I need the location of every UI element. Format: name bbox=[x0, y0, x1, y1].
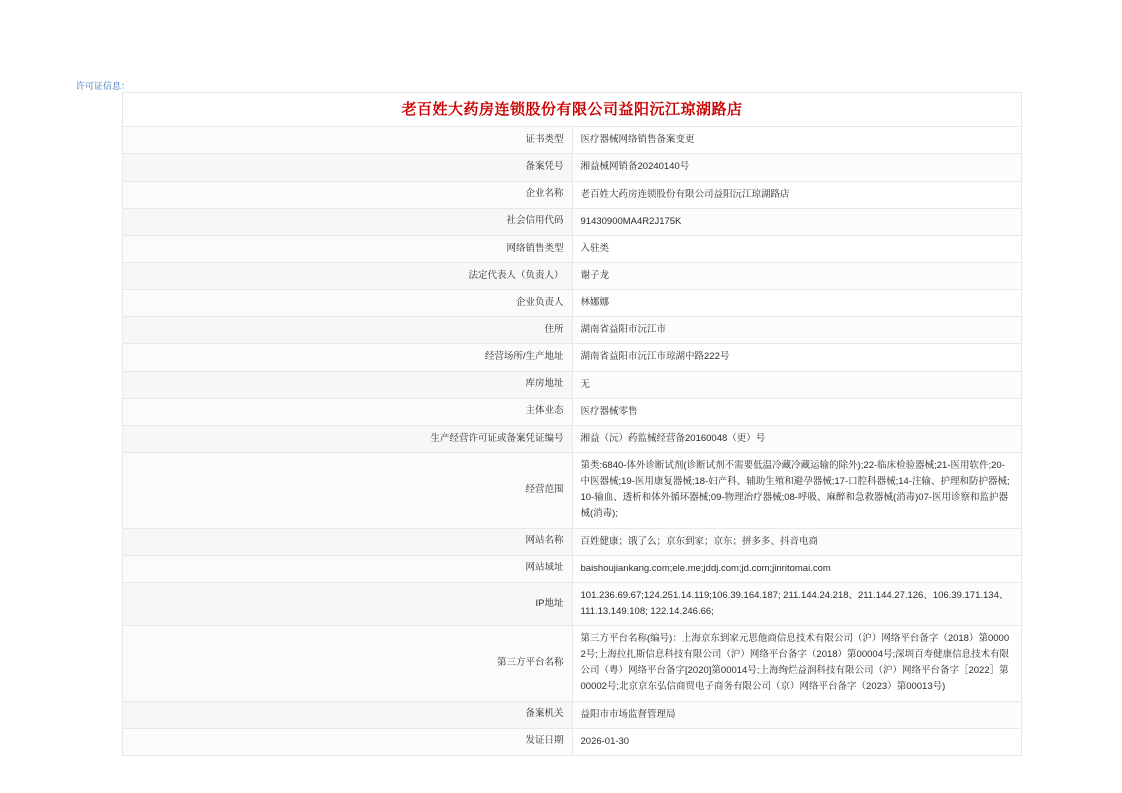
table-row bbox=[123, 555, 1022, 582]
table-row bbox=[123, 235, 1022, 262]
table-row bbox=[123, 452, 1022, 528]
row-label: 网站域址 bbox=[123, 555, 573, 582]
row-label: 社会信用代码 bbox=[123, 208, 573, 235]
table-row bbox=[123, 528, 1022, 555]
table-row bbox=[123, 371, 1022, 398]
row-value: 林娜娜 bbox=[572, 290, 1022, 317]
table-row bbox=[123, 127, 1022, 154]
certificate-container bbox=[122, 92, 1022, 756]
certificate-title-cell bbox=[123, 93, 1022, 127]
row-label: 发证日期 bbox=[123, 728, 573, 755]
row-label: IP地址 bbox=[123, 582, 573, 625]
row-label: 法定代表人（负责人） bbox=[123, 262, 573, 289]
row-value: 老百姓大药房连锁股份有限公司益阳沅江琼湖路店 bbox=[572, 181, 1022, 208]
row-value: baishoujiankang.com;ele.me;jddj.com;jd.com;jinritomai.com bbox=[572, 555, 1022, 582]
row-value: 第类:6840-体外诊断试剂(诊断试剂不需要低温冷藏冷藏运输的除外);22-临床检验器械;21-医用软件;20-中医器械;19-医用康复器械;18-妇产科、辅助生殖和避孕器械;17-口腔科器械;14-注输、护理和防护器械;10-输血、透析和体外循环器械;09-物理治疗器械;08-呼吸、麻醉和急救器械(消毒)07-医用诊察和监护器械(消毒); bbox=[572, 452, 1022, 528]
row-value: 益阳市市场监督管理局 bbox=[572, 701, 1022, 728]
table-row bbox=[123, 425, 1022, 452]
row-value: 医疗器械零售 bbox=[572, 398, 1022, 425]
row-value: 医疗器械网络销售备案变更 bbox=[572, 127, 1022, 154]
row-label: 第三方平台名称 bbox=[123, 626, 573, 702]
row-value: 2026-01-30 bbox=[572, 728, 1022, 755]
row-value: 入驻类 bbox=[572, 235, 1022, 262]
row-label: 企业名称 bbox=[123, 181, 573, 208]
row-value: 湘益（沅）药监械经营备20160048（更）号 bbox=[572, 425, 1022, 452]
row-value: 101.236.69.67;124.251.14.119;106.39.164.187; 211.144.24.218、211.144.27.126、106.39.171.134、111.13.149.108; 122.14.246.66; bbox=[572, 582, 1022, 625]
row-value: 湘益械网销备20240140号 bbox=[572, 154, 1022, 181]
table-row bbox=[123, 154, 1022, 181]
row-label: 生产经营许可证或备案凭证编号 bbox=[123, 425, 573, 452]
row-value: 91430900MA4R2J175K bbox=[572, 208, 1022, 235]
table-row bbox=[123, 290, 1022, 317]
row-value: 湖南省益阳市沅江市琼湖中路222号 bbox=[572, 344, 1022, 371]
table-row bbox=[123, 701, 1022, 728]
row-label: 经营场所/生产地址 bbox=[123, 344, 573, 371]
table-row bbox=[123, 398, 1022, 425]
certificate-table bbox=[122, 92, 1022, 756]
row-value: 百姓健康；饿了么；京东到家；京东；拼多多、抖音电商 bbox=[572, 528, 1022, 555]
table-row bbox=[123, 262, 1022, 289]
row-value: 无 bbox=[572, 371, 1022, 398]
row-label: 住所 bbox=[123, 317, 573, 344]
row-value: 谢子龙 bbox=[572, 262, 1022, 289]
page-title: 老百姓大药房连锁股份有限公司益阳沅江琼湖路店 bbox=[401, 101, 743, 118]
table-row bbox=[123, 181, 1022, 208]
certificate-table-body bbox=[123, 93, 1022, 756]
table-row bbox=[123, 728, 1022, 755]
row-label: 网络销售类型 bbox=[123, 235, 573, 262]
table-row bbox=[123, 344, 1022, 371]
row-label: 企业负责人 bbox=[123, 290, 573, 317]
row-label: 证书类型 bbox=[123, 127, 573, 154]
row-label: 网站名称 bbox=[123, 528, 573, 555]
row-label: 经营范围 bbox=[123, 452, 573, 528]
row-label: 备案凭号 bbox=[123, 154, 573, 181]
row-label: 备案机关 bbox=[123, 701, 573, 728]
title-row bbox=[123, 93, 1022, 127]
table-row bbox=[123, 208, 1022, 235]
table-row bbox=[123, 582, 1022, 625]
row-value: 湖南省益阳市沅江市 bbox=[572, 317, 1022, 344]
row-label: 库房地址 bbox=[123, 371, 573, 398]
table-row bbox=[123, 626, 1022, 702]
row-label: 主体业态 bbox=[123, 398, 573, 425]
cert-info-label: 许可证信息： bbox=[76, 81, 131, 91]
row-value: 第三方平台名称(编号)：上海京东到家元思他商信息技术有限公司（沪）网络平台备字（2018）第00002号;上海拉扎斯信息科技有限公司（沪）网络平台备字（2018）第00004号;深圳百寿健康信息技术有限公司（粤）网络平台备字[2020]第00014号;上海绚烂益润科技有限公司（沪）网络平台备字［2022］第00002号;北京京东弘信商贸电子商务有限公司（京）网络平台备字（2023）第00013号) bbox=[572, 626, 1022, 702]
table-row bbox=[123, 317, 1022, 344]
